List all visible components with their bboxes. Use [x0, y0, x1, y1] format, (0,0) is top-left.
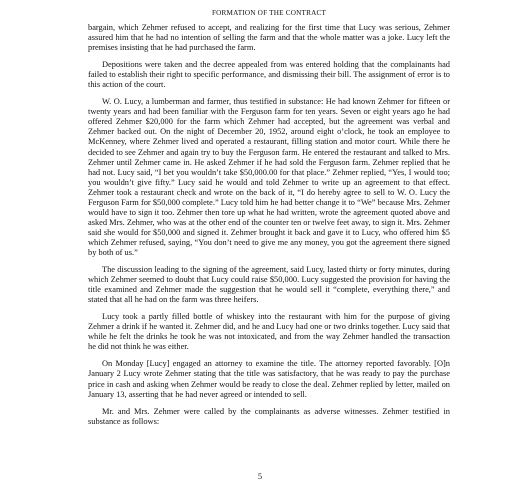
paragraph: bargain, which Zehmer refused to accept, and realizing for the first time that Lucy was serious, Zehmer assured him that he had no intention of selling the farm and that the whole matter was a joke. Lucy left the premises insisting that he had purchased the farm. [88, 23, 450, 53]
paragraph: Lucy took a partly filled bottle of whiskey into the restaurant with him for the purpose of giving Zehmer a drink if he wanted it. Zehmer did, and he and Lucy had one or two drinks together. Lucy said that while he felt the drinks he took he was not intoxicated, and from the way Zehmer handled the transaction he did not think he was either. [88, 312, 450, 352]
paragraph: Mr. and Mrs. Zehmer were called by the complainants as adverse witnesses. Zehmer testified in substance as follows: [88, 406, 450, 426]
paragraph: On Monday [Lucy] engaged an attorney to examine the title. The attorney reported favorably. [O]n January 2 Lucy wrote Zehmer stating that the title was satisfactory, that he was ready to pay the purchase price in cash and asking when Zehmer would be ready to close the deal. Zehmer replied by letter, mailed on January 13, asserting that he had never agreed or intended to sell. [88, 359, 450, 399]
paragraph: W. O. Lucy, a lumberman and farmer, thus testified in substance: He had known Zehmer for fifteen or twenty years and had been familiar with the Ferguson farm for ten years. Seven or eight years ago he had offered Zehmer $20,000 for the farm which Zehmer had accepted, but the agreement was verbal and Zehmer backed out. On the night of December 20, 1952, around eight o’clock, he took an employee to McKenney, where Zehmer lived and operated a restaurant, filling station and motor court. While there he decided to see Zehmer and again try to buy the Ferguson farm. He entered the restaurant and talked to Mrs. Zehmer until Zehmer came in. He asked Zehmer if he had sold the Ferguson farm. Zehmer replied that he had not. Lucy said, “I bet you wouldn’t take $50,000.00 for that place.” Zehmer replied, “Yes, I would too; you wouldn’t give fifty.” Lucy said he would and told Zehmer to write up an agreement to that effect. Zehmer took a restaurant check and wrote on the back of it, “I do hereby agree to sell to W. O. Lucy the Ferguson Farm for $50,000 complete.” Lucy told him he had better change it to “We” because Mrs. Zehmer would have to sign it too. Zehmer then tore up what he had written, wrote the agreement quoted above and asked Mrs. Zehmer, who was at the other end of the counter ten or twelve feet away, to sign it. Mrs. Zehmer said she would for $50,000 and signed it. Zehmer brought it back and gave it to Lucy, who offered him $5 which Zehmer refused, saying, “You don’t need to give me any money, you got the agreement there signed by both of us.” [88, 97, 450, 257]
running-header: FORMATION OF THE CONTRACT [211, 9, 327, 17]
page-number: 5 [257, 472, 263, 481]
paragraph: Depositions were taken and the decree appealed from was entered holding that the complainants had failed to establish their right to specific performance, and dismissing their bill. The assignment of error is to this action of the court. [88, 60, 450, 90]
paragraph: The discussion leading to the signing of the agreement, said Lucy, lasted thirty or forty minutes, during which Zehmer seemed to doubt that Lucy could raise $50,000. Lucy suggested the provision for having the title examined and Zehmer made the suggestion that he would sell it “complete, everything there,” and stated that all he had on the farm was three heifers. [88, 265, 450, 305]
